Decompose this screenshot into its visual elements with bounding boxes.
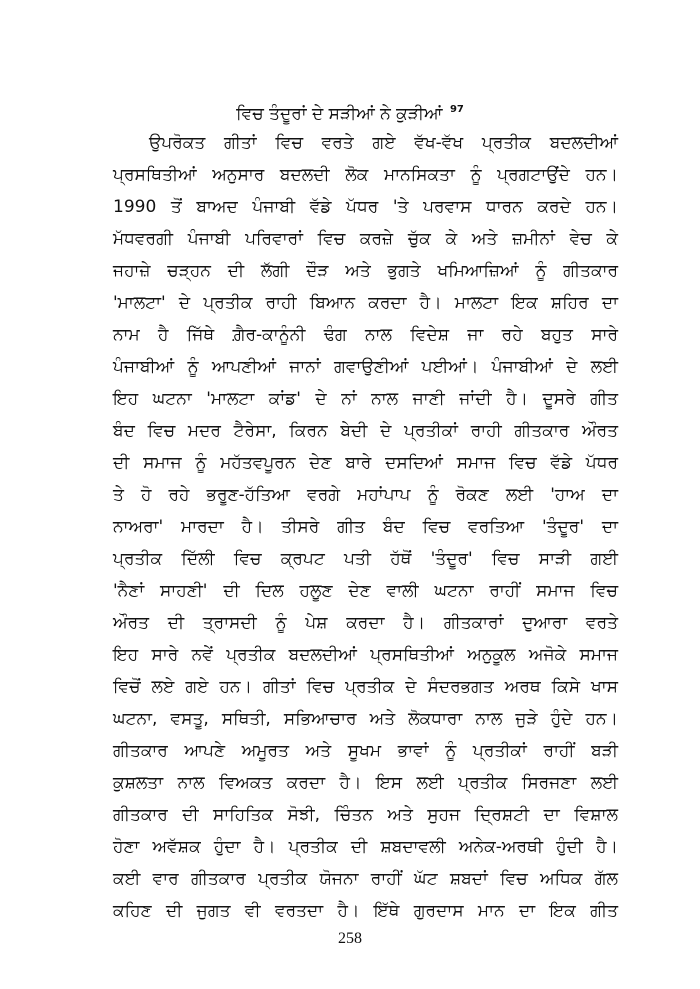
paragraph-line: ਗੀਤਕਾਰ ਦੀ ਸਾਹਿਤਿਕ ਸੋਝੀ, ਚਿੰਤਨ ਅਤੇ ਸੁਹਜ ਦ੍ਰਿਸ਼ਟੀ ਦਾ ਵਿਸ਼ਾਲ bbox=[113, 805, 618, 825]
paragraph-line: ਮੱਧਵਰਗੀ ਪੰਜਾਬੀ ਪਰਿਵਾਰਾਂ ਵਿਚ ਕਰਜ਼ੇ ਚੁੱਕ ਕੇ ਅਤੇ ਜ਼ਮੀਨਾਂ ਵੇਚ ਕੇ bbox=[113, 229, 618, 249]
paragraph-line: ਤੇ ਹੋ ਰਹੇ ਭਰੂਣ-ਹੱਤਿਆ ਵਰਗੇ ਮਹਾਂਪਾਪ ਨੂੰ ਰੋਕਣ ਲਈ 'ਹਾਅ ਦਾ bbox=[113, 485, 618, 505]
paragraph-line: ਜਹਾਜ਼ੇ ਚੜ੍ਹਨ ਦੀ ਲੱਗੀ ਦੌੜ ਅਤੇ ਭੁਗਤੇ ਖਮਿਆਜ਼ਿਆਂ ਨੂੰ ਗੀਤਕਾਰ bbox=[113, 261, 618, 281]
paragraph-line: ਦੀ ਸਮਾਜ ਨੂੰ ਮਹੱਤਵਪੂਰਨ ਦੇਣ ਬਾਰੇ ਦਸਦਿਆਂ ਸਮਾਜ ਵਿਚ ਵੱਡੇ ਪੱਧਰ bbox=[113, 453, 618, 473]
paragraph-line: ਪੰਜਾਬੀਆਂ ਨੂੰ ਆਪਣੀਆਂ ਜਾਨਾਂ ਗਵਾਉਣੀਆਂ ਪਈਆਂ। ਪੰਜਾਬੀਆਂ ਦੇ ਲਈ bbox=[113, 357, 618, 377]
paragraph-line: ਨਾਅਰਾ' ਮਾਰਦਾ ਹੈ। ਤੀਸਰੇ ਗੀਤ ਬੰਦ ਵਿਚ ਵਰਤਿਆ 'ਤੰਦੂਰ' ਦਾ bbox=[113, 517, 618, 537]
paragraph-line: ਉਪਰੋਕਤ ਗੀਤਾਂ ਵਿਚ ਵਰਤੇ ਗਏ ਵੱਖ-ਵੱਖ ਪ੍ਰਤੀਕ ਬਦਲਦੀਆਂ bbox=[149, 133, 618, 153]
heading-text: ਵਿਚ ਤੰਦੂਰਾਂ ਦੇ ਸੜੀਆਂ ਨੇ ਕੁੜੀਆਂ bbox=[236, 104, 443, 124]
paragraph-line: ਕੁਸ਼ਲਤਾ ਨਾਲ ਵਿਅਕਤ ਕਰਦਾ ਹੈ। ਇਸ ਲਈ ਪ੍ਰਤੀਕ ਸਿਰਜਣਾ ਲਈ bbox=[113, 773, 618, 793]
paragraph-line: ਗੀਤਕਾਰ ਆਪਣੇ ਅਮੂਰਤ ਅਤੇ ਸੂਖਮ ਭਾਵਾਂ ਨੂੰ ਪ੍ਰਤੀਕਾਂ ਰਾਹੀਂ ਬੜੀ bbox=[113, 741, 618, 761]
paragraph-line: ਕਹਿਣ ਦੀ ਜੁਗਤ ਵੀ ਵਰਤਦਾ ਹੈ। ਇੱਥੇ ਗੁਰਦਾਸ ਮਾਨ ਦਾ ਇਕ ਗੀਤ bbox=[113, 901, 618, 921]
paragraph-line: ਪ੍ਰਸਥਿਤੀਆਂ ਅਨੁਸਾਰ ਬਦਲਦੀ ਲੋਕ ਮਾਨਸਿਕਤਾ ਨੂੰ ਪ੍ਰਗਟਾਉਂਦੇ ਹਨ। bbox=[113, 165, 618, 185]
paragraph-line: 'ਨੈਣਾਂ ਸਾਹਣੀ' ਦੀ ਦਿਲ ਹਲੂਣ ਦੇਣ ਵਾਲੀ ਘਟਨਾ ਰਾਹੀਂ ਸਮਾਜ ਵਿਚ bbox=[113, 581, 618, 601]
paragraph-line: ਘਟਨਾ, ਵਸਤੂ, ਸਥਿਤੀ, ਸਭਿਆਚਾਰ ਅਤੇ ਲੋਕਧਾਰਾ ਨਾਲ ਜੁੜੇ ਹੁੰਦੇ ਹਨ। bbox=[113, 709, 618, 729]
paragraph-line: ਨਾਮ ਹੈ ਜਿੱਥੇ ਗ਼ੈਰ-ਕਾਨੂੰਨੀ ਢੰਗ ਨਾਲ ਵਿਦੇਸ਼ ਜਾ ਰਹੇ ਬਹੁਤ ਸਾਰੇ bbox=[113, 325, 618, 345]
paragraph-line: ਇਹ ਘਟਨਾ 'ਮਾਲਟਾ ਕਾਂਡ' ਦੇ ਨਾਂ ਨਾਲ ਜਾਣੀ ਜਾਂਦੀ ਹੈ। ਦੂਸਰੇ ਗੀਤ bbox=[113, 389, 618, 409]
paragraph-line: 1990 ਤੋਂ ਬਾਅਦ ਪੰਜਾਬੀ ਵੱਡੇ ਪੱਧਰ 'ਤੇ ਪਰਵਾਸ ਧਾਰਨ ਕਰਦੇ ਹਨ। bbox=[113, 197, 618, 217]
song-line-heading bbox=[0, 97, 700, 127]
paragraph-line: ਬੰਦ ਵਿਚ ਮਦਰ ਟੈਰੇਸਾ, ਕਿਰਨ ਬੇਦੀ ਦੇ ਪ੍ਰਤੀਕਾਂ ਰਾਹੀ ਗੀਤਕਾਰ ਔਰਤ bbox=[113, 421, 618, 441]
paragraph-line: ਪ੍ਰਤੀਕ ਦਿੱਲੀ ਵਿਚ ਕ੍ਰਪਟ ਪਤੀ ਹੱਥੋਂ 'ਤੰਦੂਰ' ਵਿਚ ਸਾੜੀ ਗਈ bbox=[113, 549, 618, 569]
paragraph-line: ਇਹ ਸਾਰੇ ਨਵੇਂ ਪ੍ਰਤੀਕ ਬਦਲਦੀਆਂ ਪ੍ਰਸਥਿਤੀਆਂ ਅਨੁਕੂਲ ਅਜੋਕੇ ਸਮਾਜ bbox=[113, 645, 618, 665]
paragraph-line: ਵਿਚੋਂ ਲਏ ਗਏ ਹਨ। ਗੀਤਾਂ ਵਿਚ ਪ੍ਰਤੀਕ ਦੇ ਸੰਦਰਭਗਤ ਅਰਥ ਕਿਸੇ ਖਾਸ bbox=[113, 677, 618, 697]
body-paragraph bbox=[113, 127, 618, 927]
page-number: 258 bbox=[338, 930, 362, 947]
paragraph-line: ਔਰਤ ਦੀ ਤ੍ਰਾਸਦੀ ਨੂੰ ਪੇਸ਼ ਕਰਦਾ ਹੈ। ਗੀਤਕਾਰਾਂ ਦੁਆਰਾ ਵਰਤੇ bbox=[113, 613, 618, 633]
footnote-marker: 97 bbox=[449, 104, 464, 115]
paragraph-line: ਕਈ ਵਾਰ ਗੀਤਕਾਰ ਪ੍ਰਤੀਕ ਯੋਜਨਾ ਰਾਹੀਂ ਘੱਟ ਸ਼ਬਦਾਂ ਵਿਚ ਅਧਿਕ ਗੱਲ bbox=[113, 869, 618, 889]
paragraph-line: ਹੋਣਾ ਅਵੱਸ਼ਕ ਹੁੰਦਾ ਹੈ। ਪ੍ਰਤੀਕ ਦੀ ਸ਼ਬਦਾਵਲੀ ਅਨੇਕ-ਅਰਥੀ ਹੁੰਦੀ ਹੈ। bbox=[113, 837, 618, 857]
paragraph-line: 'ਮਾਲਟਾ' ਦੇ ਪ੍ਰਤੀਕ ਰਾਹੀ ਬਿਆਨ ਕਰਦਾ ਹੈ। ਮਾਲਟਾ ਇਕ ਸ਼ਹਿਰ ਦਾ bbox=[113, 293, 618, 313]
